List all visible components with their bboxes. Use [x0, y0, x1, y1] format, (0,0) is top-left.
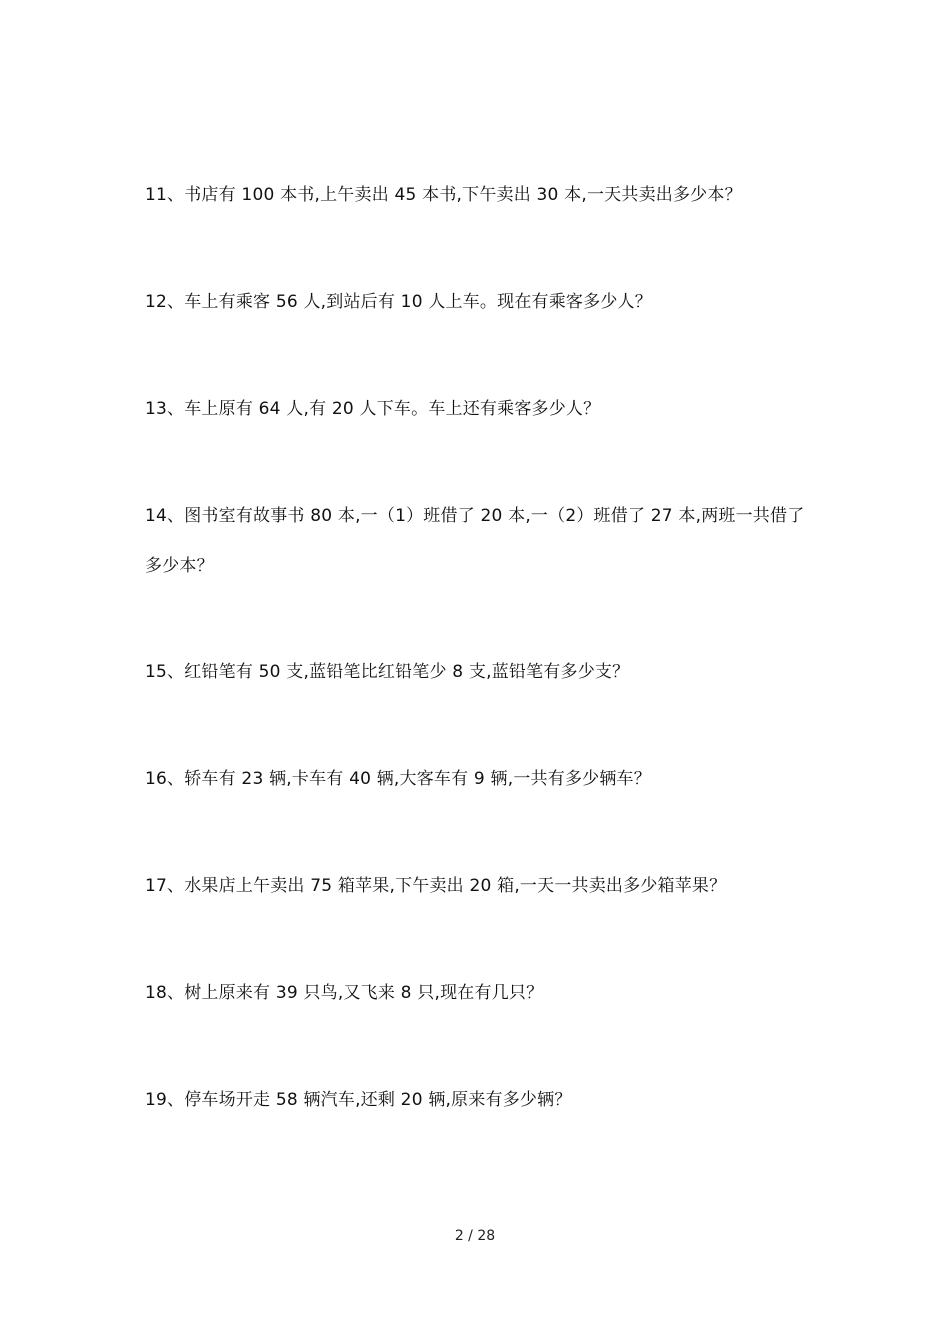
question-12: 12、车上有乘客 56 人,到站后有 10 人上车。现在有乘客多少人？	[145, 292, 652, 312]
question-19: 19、停车场开走 58 辆汽车,还剩 20 辆,原来有多少辆？	[145, 1090, 572, 1110]
page-number: 2 / 28	[454, 1228, 496, 1244]
question-15: 15、红铅笔有 50 支,蓝铅笔比红铅笔少 8 支,蓝铅笔有多少支？	[145, 662, 630, 682]
question-11: 11、书店有 100 本书,上午卖出 45 本书,下午卖出 30 本,一天共卖出多少本？	[145, 185, 742, 205]
question-13: 13、车上原有 64 人,有 20 人下车。车上还有乘客多少人？	[145, 399, 601, 419]
question-14: 14、图书室有故事书 80 本,一（1）班借了 20 本,一（2）班借了 27 本,两班一共借了多少本？	[145, 506, 805, 576]
question-18: 18、树上原来有 39 只鸟,又飞来 8 只,现在有几只？	[145, 983, 544, 1003]
question-17: 17、水果店上午卖出 75 箱苹果,下午卖出 20 箱,一天一共卖出多少箱苹果？	[145, 876, 727, 896]
question-16: 16、轿车有 23 辆,卡车有 40 辆,大客车有 9 辆,一共有多少辆车？	[145, 769, 651, 789]
